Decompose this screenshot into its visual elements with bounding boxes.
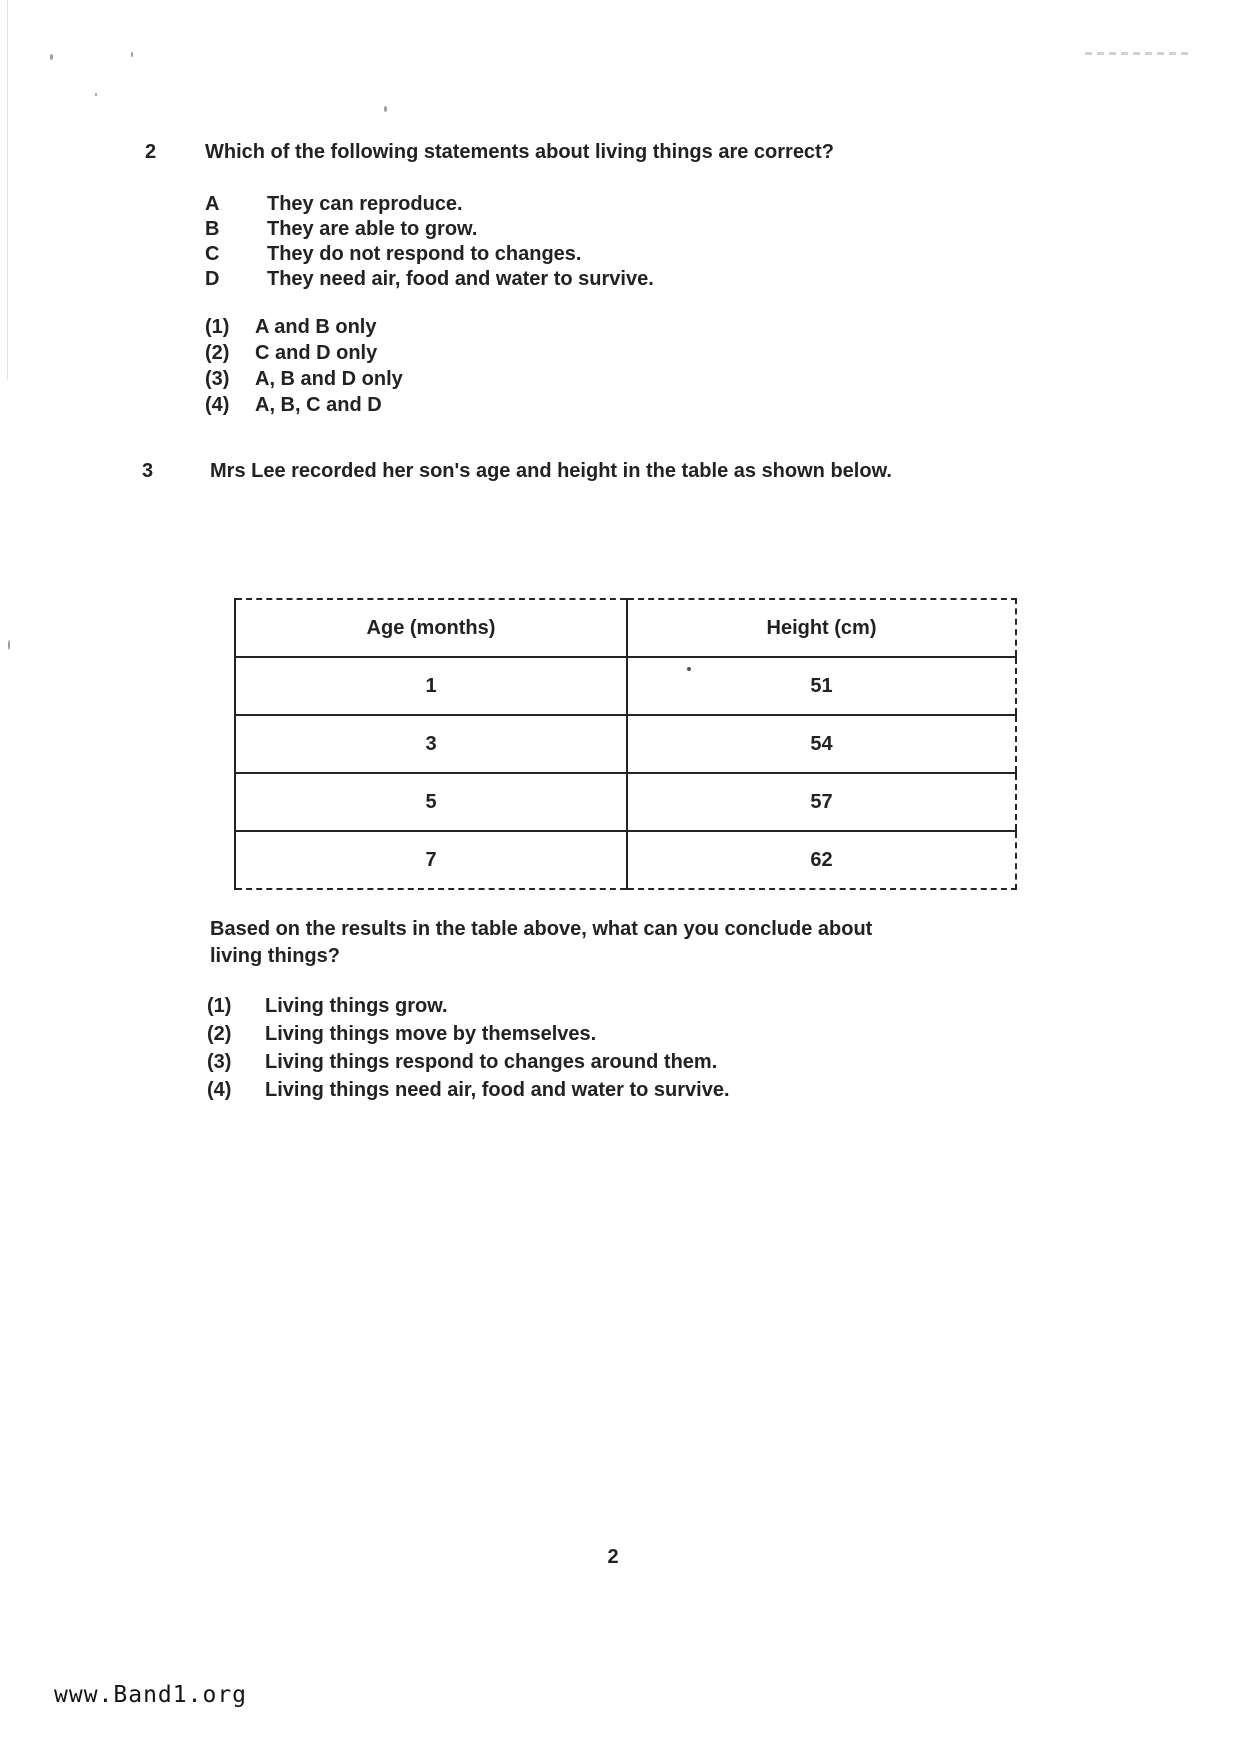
question-3-options (207, 992, 730, 1104)
scan-speck (50, 54, 53, 60)
page-number: 2 (607, 1546, 619, 1568)
scan-smudge (1085, 52, 1193, 55)
height-cell: 57 (627, 773, 1016, 831)
q2-option-1-text: A and B only (255, 316, 377, 338)
scan-edge-line (7, 0, 8, 380)
statement-a-text: They can reproduce. (267, 193, 463, 215)
q2-option-4-label: (4) (205, 394, 230, 416)
q3-option-2 (207, 1020, 730, 1048)
q2-option-2-label: (2) (205, 342, 230, 364)
q2-option-2 (205, 340, 403, 366)
table-row (235, 831, 1016, 889)
q3-option-3-text: Living things respond to changes around them. (265, 1051, 718, 1073)
statement-b-label: B (205, 218, 220, 240)
table-header-age: Age (months) (235, 599, 627, 657)
age-cell: 5 (235, 773, 627, 831)
statement-b-text: They are able to grow. (267, 218, 478, 240)
statement-d-label: D (205, 268, 220, 290)
question-2-number: 2 (145, 141, 157, 163)
question-2-statements (205, 192, 654, 292)
q2-option-3 (205, 366, 403, 392)
statement-c-text: They do not respond to changes. (267, 243, 582, 265)
question-2-options (205, 314, 403, 418)
age-cell: 3 (235, 715, 627, 773)
q3-option-3 (207, 1048, 730, 1076)
question-3-prompt: Based on the results in the table above, what can you conclude about living things? (210, 918, 873, 967)
q2-option-3-label: (3) (205, 368, 230, 390)
q3-option-4 (207, 1076, 730, 1104)
statement-c (205, 242, 654, 267)
table-row (235, 657, 1016, 715)
age-cell: 7 (235, 831, 627, 889)
table-header-height: Height (cm) (627, 599, 1016, 657)
age-cell: 1 (235, 657, 627, 715)
statement-c-label: C (205, 243, 220, 265)
statement-a-label: A (205, 193, 220, 215)
question-2-text: Which of the following statements about living things are correct? (205, 141, 834, 163)
height-cell: 51 (627, 657, 1016, 715)
q3-option-4-label: (4) (207, 1079, 232, 1101)
scan-speck (131, 52, 133, 57)
q3-option-2-label: (2) (207, 1023, 232, 1045)
height-cell: 54 (627, 715, 1016, 773)
question-3-text: Mrs Lee recorded her son's age and height in the table as shown below. (210, 460, 892, 482)
q2-option-1 (205, 314, 403, 340)
statement-d (205, 267, 654, 292)
q2-option-4-text: A, B, C and D (255, 394, 382, 416)
q3-option-4-text: Living things need air, food and water to survive. (265, 1079, 730, 1101)
statement-b (205, 217, 654, 242)
statement-a (205, 192, 654, 217)
table-header-row (235, 599, 1016, 657)
age-height-table (234, 598, 1017, 890)
question-3-number: 3 (142, 460, 154, 482)
q3-option-1-text: Living things grow. (265, 995, 448, 1017)
q3-option-1-label: (1) (207, 995, 232, 1017)
q2-option-4 (205, 392, 403, 418)
height-cell: 62 (627, 831, 1016, 889)
scan-speck (95, 93, 97, 96)
scan-speck (8, 640, 10, 650)
q3-option-2-text: Living things move by themselves. (265, 1023, 597, 1045)
statement-d-text: They need air, food and water to survive. (267, 268, 654, 290)
q3-option-1 (207, 992, 730, 1020)
q2-option-1-label: (1) (205, 316, 230, 338)
table-row (235, 773, 1016, 831)
scan-speck (384, 106, 387, 112)
q2-option-2-text: C and D only (255, 342, 378, 364)
q3-option-3-label: (3) (207, 1051, 232, 1073)
footer-url: www.Band1.org (54, 1682, 248, 1708)
table-row (235, 715, 1016, 773)
q2-option-3-text: A, B and D only (255, 368, 403, 390)
